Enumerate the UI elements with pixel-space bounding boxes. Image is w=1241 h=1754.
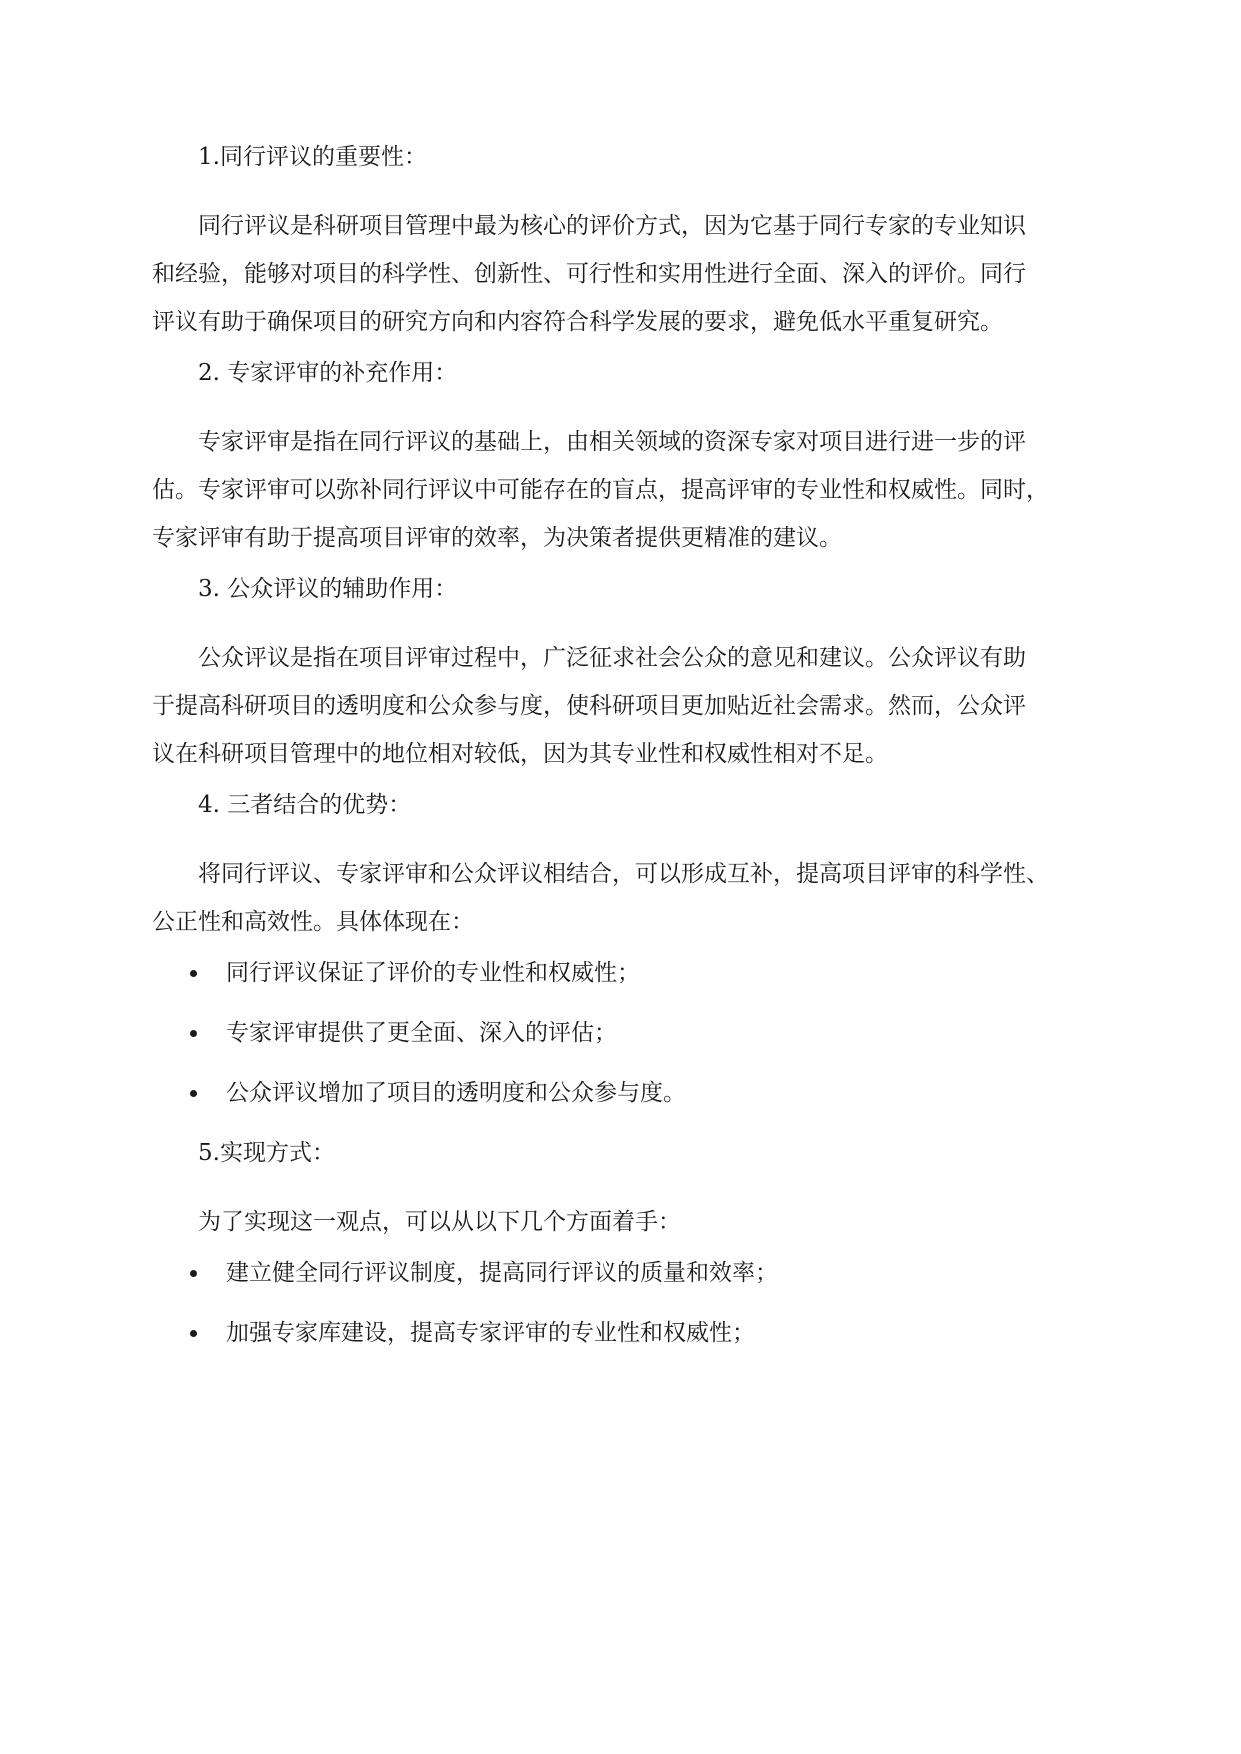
bullet-list-5 bbox=[152, 1258, 1092, 1348]
list-item bbox=[152, 1078, 1092, 1108]
section-heading-3: 3. 公众评议的辅助作用： bbox=[198, 576, 458, 602]
section-paragraph-3 bbox=[152, 634, 1092, 778]
bullet-icon bbox=[190, 970, 197, 977]
section-paragraph-5 bbox=[152, 1198, 1092, 1246]
list-item bbox=[152, 1318, 1092, 1348]
bullet-icon bbox=[190, 1030, 197, 1037]
section-heading-4: 4. 三者结合的优势： bbox=[198, 792, 412, 818]
paragraph-line: 评议有助于确保项目的研究方向和内容符合科学发展的要求，避免低水平重复研究。 bbox=[152, 309, 1003, 335]
document-body bbox=[152, 142, 1092, 1378]
bullet-icon bbox=[190, 1270, 197, 1277]
list-item-text: 建立健全同行评议制度，提高同行评议的质量和效率； bbox=[226, 1260, 778, 1286]
paragraph-line: 估。专家评审可以弥补同行评议中可能存在的盲点，提高评审的专业性和权威性。同时， bbox=[152, 477, 1049, 503]
bullet-icon bbox=[190, 1330, 197, 1337]
section-paragraph-1 bbox=[152, 202, 1092, 346]
list-item-text: 加强专家库建设，提高专家评审的专业性和权威性； bbox=[226, 1320, 755, 1346]
section-heading-1: 1.同行评议的重要性： bbox=[198, 144, 427, 170]
paragraph-line: 公众评议是指在项目评审过程中，广泛征求社会公众的意见和建议。公众评议有助 bbox=[198, 645, 1026, 671]
paragraph-line: 议在科研项目管理中的地位相对较低，因为其专业性和权威性相对不足。 bbox=[152, 741, 888, 767]
list-item bbox=[152, 1018, 1092, 1048]
paragraph-line: 公正性和高效性。具体体现在： bbox=[152, 909, 474, 935]
list-item-text: 同行评议保证了评价的专业性和权威性； bbox=[226, 960, 640, 986]
paragraph-line: 为了实现这一观点，可以从以下几个方面着手： bbox=[198, 1209, 681, 1235]
paragraph-line: 专家评审有助于提高项目评审的效率，为决策者提供更精准的建议。 bbox=[152, 525, 842, 551]
section-heading-2: 2. 专家评审的补充作用： bbox=[198, 360, 458, 386]
list-item-text: 专家评审提供了更全面、深入的评估； bbox=[226, 1020, 617, 1046]
paragraph-line: 和经验，能够对项目的科学性、创新性、可行性和实用性进行全面、深入的评价。同行 bbox=[152, 261, 1026, 287]
list-item-text: 公众评议增加了项目的透明度和公众参与度。 bbox=[226, 1080, 686, 1106]
list-item bbox=[152, 958, 1092, 988]
paragraph-line: 将同行评议、专家评审和公众评议相结合，可以形成互补，提高项目评审的科学性、 bbox=[198, 861, 1049, 887]
bullet-list-4 bbox=[152, 958, 1092, 1108]
section-paragraph-4 bbox=[152, 850, 1092, 946]
bullet-icon bbox=[190, 1090, 197, 1097]
paragraph-line: 于提高科研项目的透明度和公众参与度，使科研项目更加贴近社会需求。然而，公众评 bbox=[152, 693, 1026, 719]
paragraph-line: 同行评议是科研项目管理中最为核心的评价方式，因为它基于同行专家的专业知识 bbox=[198, 213, 1026, 239]
section-paragraph-2 bbox=[152, 418, 1092, 562]
list-item bbox=[152, 1258, 1092, 1288]
section-heading-5: 5.实现方式： bbox=[198, 1140, 335, 1166]
paragraph-line: 专家评审是指在同行评议的基础上，由相关领域的资深专家对项目进行进一步的评 bbox=[198, 429, 1026, 455]
